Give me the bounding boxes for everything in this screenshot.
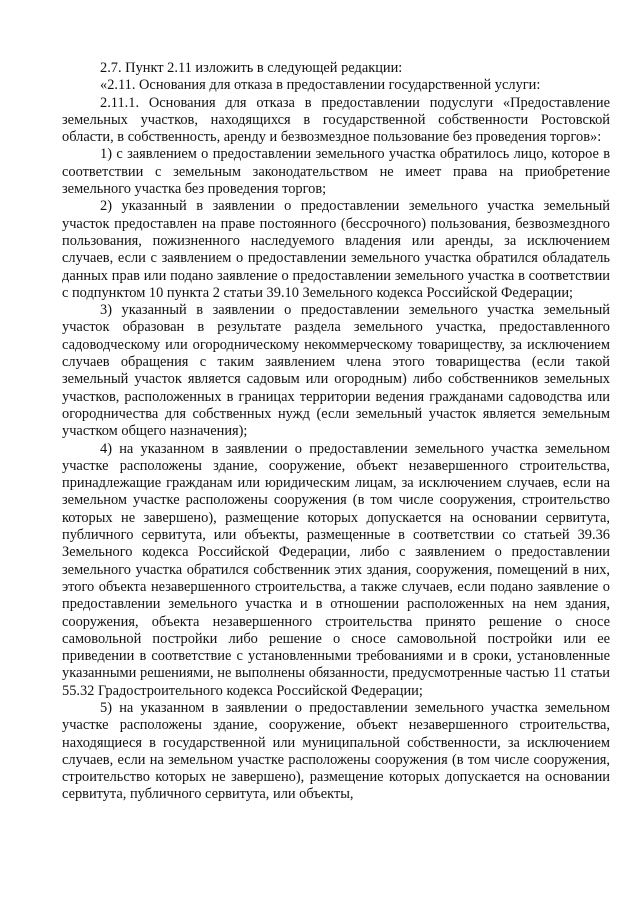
paragraph-2-11: «2.11. Основания для отказа в предоставлении государственной услуги:	[100, 77, 541, 94]
paragraph-2-7: 2.7. Пункт 2.11 изложить в следующей редакции:	[100, 60, 403, 76]
list-item-3: 3) указанный в заявлении о предоставлении земельного участка земельный участок образован в результате раздела земельного участка, предоставленного садоводческому или огородническому некоммерческому товариществу, за исключением случаев обращения с таким заявлением члена этого товарищества (если такой земельный участок является садовым или огородным) либо собственников земельных участков, расположенных в границах территории ведения гражданами садоводства или огородничества для собственных нужд (если земельный участок является земельным участком общего назначения);	[62, 302, 610, 440]
list-item-1: 1) с заявлением о предоставлении земельного участка обратилось лицо, которое в соответствии с земельным законодательством не имеет права на приобретение земельного участка без проведения торгов;	[62, 146, 610, 198]
document-page	[62, 60, 610, 804]
list-item-4: 4) на указанном в заявлении о предоставлении земельного участка земельном участке расположены здание, сооружение, объект незавершенного строительства, принадлежащие гражданам или юридическим лицам, за исключением случаев, если на земельном участке расположены сооружения (в том числе сооружения, строительство которых не завершено), размещение которых допускается на основании сервитута, публичного сервитута, или объекты, размещенные в соответствии со статьей 39.36 Земельного кодекса Российской Федерации, либо с заявлением о предоставлении земельного участка обратился собственник этих здания, сооружения, помещений в них, этого объекта незавершенного строительства, а также случаев, если подано заявление о предоставлении земельного участка и в отношении расположенных на нем здания, сооружения, объекта незавершенного строительства принято решение о сносе самовольной постройки либо решение о сносе самовольной постройки или ее приведении в соответствие с установленными требованиями и в сроки, установленные указанными решениями, не выполнены обязанности, предусмотренные частью 11 статьи 55.32 Градостроительного кодекса Российской Федерации;	[62, 440, 610, 699]
paragraph-2-11-1: 2.11.1. Основания для отказа в предоставлении подуслуги «Предоставление земельных участков, находящихся в государственной собственности Ростовской области, в собственность, аренду и безвозмездное пользование без проведения торгов»:	[62, 94, 610, 146]
list-item-2: 2) указанный в заявлении о предоставлении земельного участка земельный участок предоставлен на праве постоянного (бессрочного) пользования, безвозмездного пользования, пожизненного наследуемого владения или аренды, за исключением случаев, если с заявлением о предоставлении земельного участка обратился обладатель данных прав или подано заявление о предоставлении земельного участка в соответствии с подпунктом 10 пункта 2 статьи 39.10 Земельного кодекса Российской Федерации;	[62, 198, 610, 301]
list-item-5: 5) на указанном в заявлении о предоставлении земельного участка земельном участке расположены здание, сооружение, объект незавершенного строительства, находящиеся в государственной или муниципальной собственности, за исключением случаев, если на земельном участке расположены сооружения (в том числе сооружения, строительство которых не завершено), размещение которых допускается на основании сервитута, публичного сервитута, или объекты,	[62, 699, 610, 803]
